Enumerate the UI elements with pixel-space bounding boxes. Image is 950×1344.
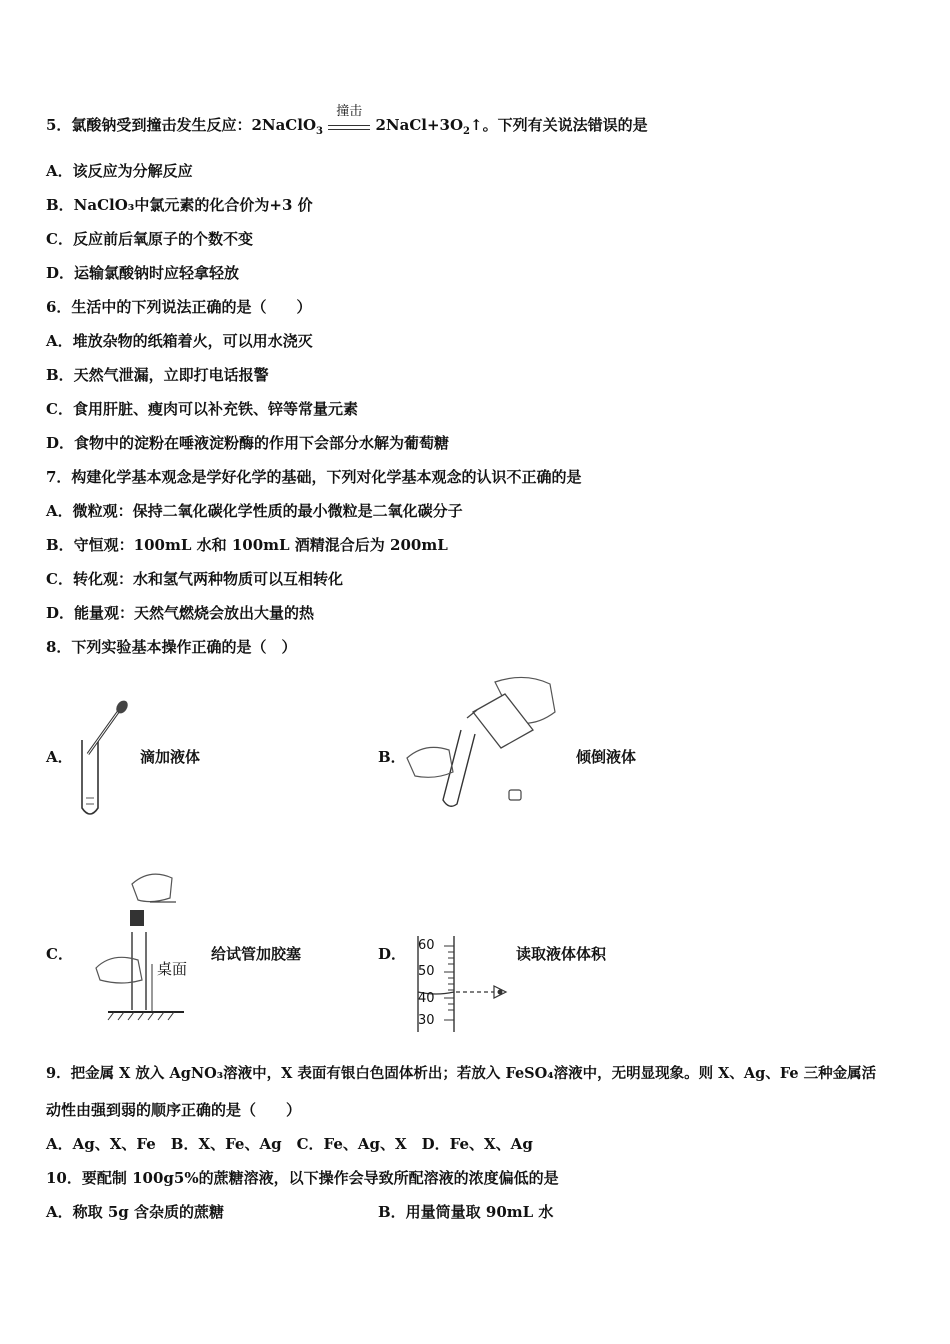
q7-option-c: C．转化观：水和氢气两种物质可以互相转化 [46, 570, 343, 588]
reaction-arrow [328, 104, 370, 130]
q5-option-b: B．NaClO₃中氯元素的化合价为+3 价 [46, 196, 313, 214]
q8-option-c-label: C． [46, 945, 73, 963]
q5-option-a: A．该反应为分解反应 [46, 162, 193, 180]
dropper-figure [70, 698, 140, 823]
cylinder-tick-60: 60 [418, 938, 435, 953]
q7-option-b: B．守恒观：100mL 水和 100mL 酒精混合后为 200mL [46, 536, 448, 554]
cylinder-tick-30: 30 [418, 1013, 435, 1028]
q7-option-a: A．微粒观：保持二氧化碳化学性质的最小微粒是二氧化碳分子 [46, 502, 463, 520]
q7-stem: 7．构建化学基本观念是学好化学的基础，下列对化学基本观念的认识不正确的是 [46, 468, 582, 486]
q9-stem-line1: 9．把金属 X 放入 AgNO₃溶液中，X 表面有银白色固体析出；若放入 FeSO₄溶液中，无明显现象。则 X、Ag、Fe 三种金属活 [46, 1065, 877, 1082]
q5-stem-pre: 5．氯酸钠受到撞击发生反应：2NaClO [46, 116, 317, 134]
q6-option-b: B．天然气泄漏，立即打电话报警 [46, 366, 269, 384]
q8-option-a-label: A． [46, 748, 73, 766]
stopper-figure [92, 868, 192, 1028]
pouring-figure [405, 672, 565, 812]
q8-option-b-caption: 倾倒液体 [576, 748, 637, 766]
q6-option-c: C．食用肝脏、瘦肉可以补充铁、锌等常量元素 [46, 400, 358, 418]
q8-option-d-caption: 读取液体体积 [516, 945, 607, 963]
q6-option-a: A．堆放杂物的纸箱着火，可以用水浇灭 [46, 332, 313, 350]
q8-option-a-caption: 滴加液体 [140, 748, 201, 766]
reaction-condition: 撞击 [336, 104, 363, 119]
q8-stem: 8．下列实验基本操作正确的是（ ） [46, 638, 297, 656]
q8-option-d-label: D． [378, 945, 407, 963]
q10-option-b: B．用量筒量取 90mL 水 [378, 1203, 554, 1221]
q8-option-b-label: B． [378, 748, 406, 766]
q9-stem-line2: 动性由强到弱的顺序正确的是（ ） [46, 1101, 302, 1119]
q9-options: A．Ag、X、Fe B．X、Fe、Ag C．Fe、Ag、X D．Fe、X、Ag [46, 1135, 533, 1153]
q5-option-d: D．运输氯酸钠时应轻拿轻放 [46, 264, 240, 282]
q5-stem-mid: 2NaCl+3O [375, 116, 464, 134]
q5-option-c: C．反应前后氧原子的个数不变 [46, 230, 253, 248]
q6-option-d: D．食物中的淀粉在唾液淀粉酶的作用下会部分水解为葡萄糖 [46, 434, 450, 452]
q7-option-d: D．能量观：天然气燃烧会放出大量的热 [46, 604, 315, 622]
q8-option-c-caption: 给试管加胶塞 [211, 945, 302, 963]
q6-stem: 6．生活中的下列说法正确的是（ ） [46, 298, 312, 316]
q5-stem: 5．氯酸钠受到撞击发生反应：2NaClO$_3$ 撞击 $2NaCl+3O_2↑$。下列有关说法错误的是 [46, 104, 648, 137]
cylinder-tick-50: 50 [418, 964, 435, 979]
q10-stem: 10．要配制 100g5%的蔗糖溶液，以下操作会导致所配溶液的浓度偏低的是 [46, 1169, 559, 1187]
cylinder-tick-40: 40 [418, 991, 435, 1006]
q5-stem-post: ↑。下列有关说法错误的是 [470, 116, 648, 134]
table-surface-label: 桌面 [157, 960, 188, 978]
q10-option-a: A．称取 5g 含杂质的蔗糖 [46, 1203, 225, 1221]
